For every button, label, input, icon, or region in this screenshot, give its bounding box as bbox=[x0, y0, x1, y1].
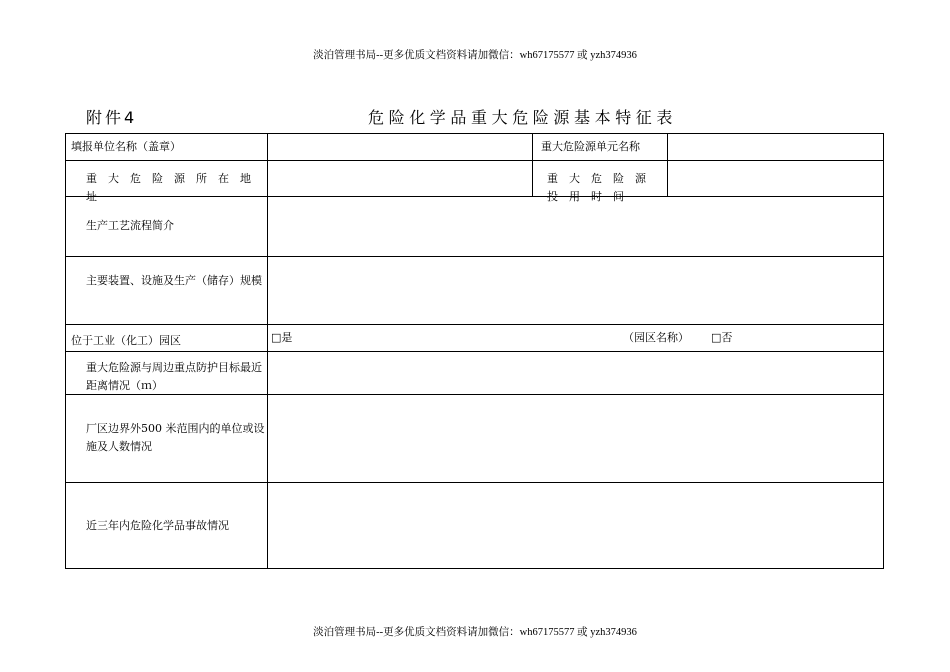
surroundings-label: 厂区边界外500 米范围内的单位或设施及人数情况 bbox=[86, 422, 265, 453]
option-yes-checkbox[interactable]: □是 bbox=[271, 331, 293, 344]
unit-name-label: 填报单位名称（盖章） bbox=[71, 140, 181, 153]
form-title: 危险化学品重大危险源基本特征表 bbox=[368, 108, 678, 127]
accidents-field[interactable] bbox=[268, 483, 882, 568]
column-divider bbox=[532, 134, 533, 196]
industrial-park-label: 位于工业（化工）园区 bbox=[71, 334, 181, 347]
option-no-checkbox[interactable]: □否 bbox=[711, 331, 733, 344]
equipment-scale-label: 主要装置、设施及生产（储存）规模 bbox=[86, 274, 262, 287]
in-use-time-label: 重大危险源投用时间 bbox=[547, 172, 657, 203]
surroundings-field[interactable] bbox=[268, 395, 882, 482]
hazard-unit-name-label: 重大危险源单元名称 bbox=[541, 140, 640, 153]
page-header: 淡泊管理书局--更多优质文档资料请加微信：wh67175577 或 yzh374936 bbox=[313, 50, 637, 61]
attachment-label: 附件4 bbox=[86, 108, 138, 127]
equipment-scale-field[interactable] bbox=[268, 257, 882, 324]
feature-table bbox=[65, 133, 884, 569]
page-footer: 淡泊管理书局--更多优质文档资料请加微信：wh67175577 或 yzh374936 bbox=[313, 627, 637, 638]
location-label: 重大危险源所在地址 bbox=[86, 172, 262, 203]
unit-name-field[interactable] bbox=[268, 134, 531, 160]
distance-label: 重大危险源与周边重点防护目标最近距离情况（ｍ） bbox=[86, 361, 262, 392]
process-flow-label: 生产工艺流程简介 bbox=[86, 219, 174, 232]
location-field[interactable] bbox=[268, 161, 531, 196]
row-divider bbox=[66, 324, 883, 325]
in-use-time-field[interactable] bbox=[668, 161, 882, 196]
process-flow-field[interactable] bbox=[268, 197, 882, 256]
park-name-label: （园区名称） bbox=[623, 331, 689, 344]
hazard-unit-name-field[interactable] bbox=[668, 134, 882, 160]
distance-field[interactable] bbox=[268, 352, 882, 394]
accidents-label: 近三年内危险化学品事故情况 bbox=[86, 519, 229, 532]
